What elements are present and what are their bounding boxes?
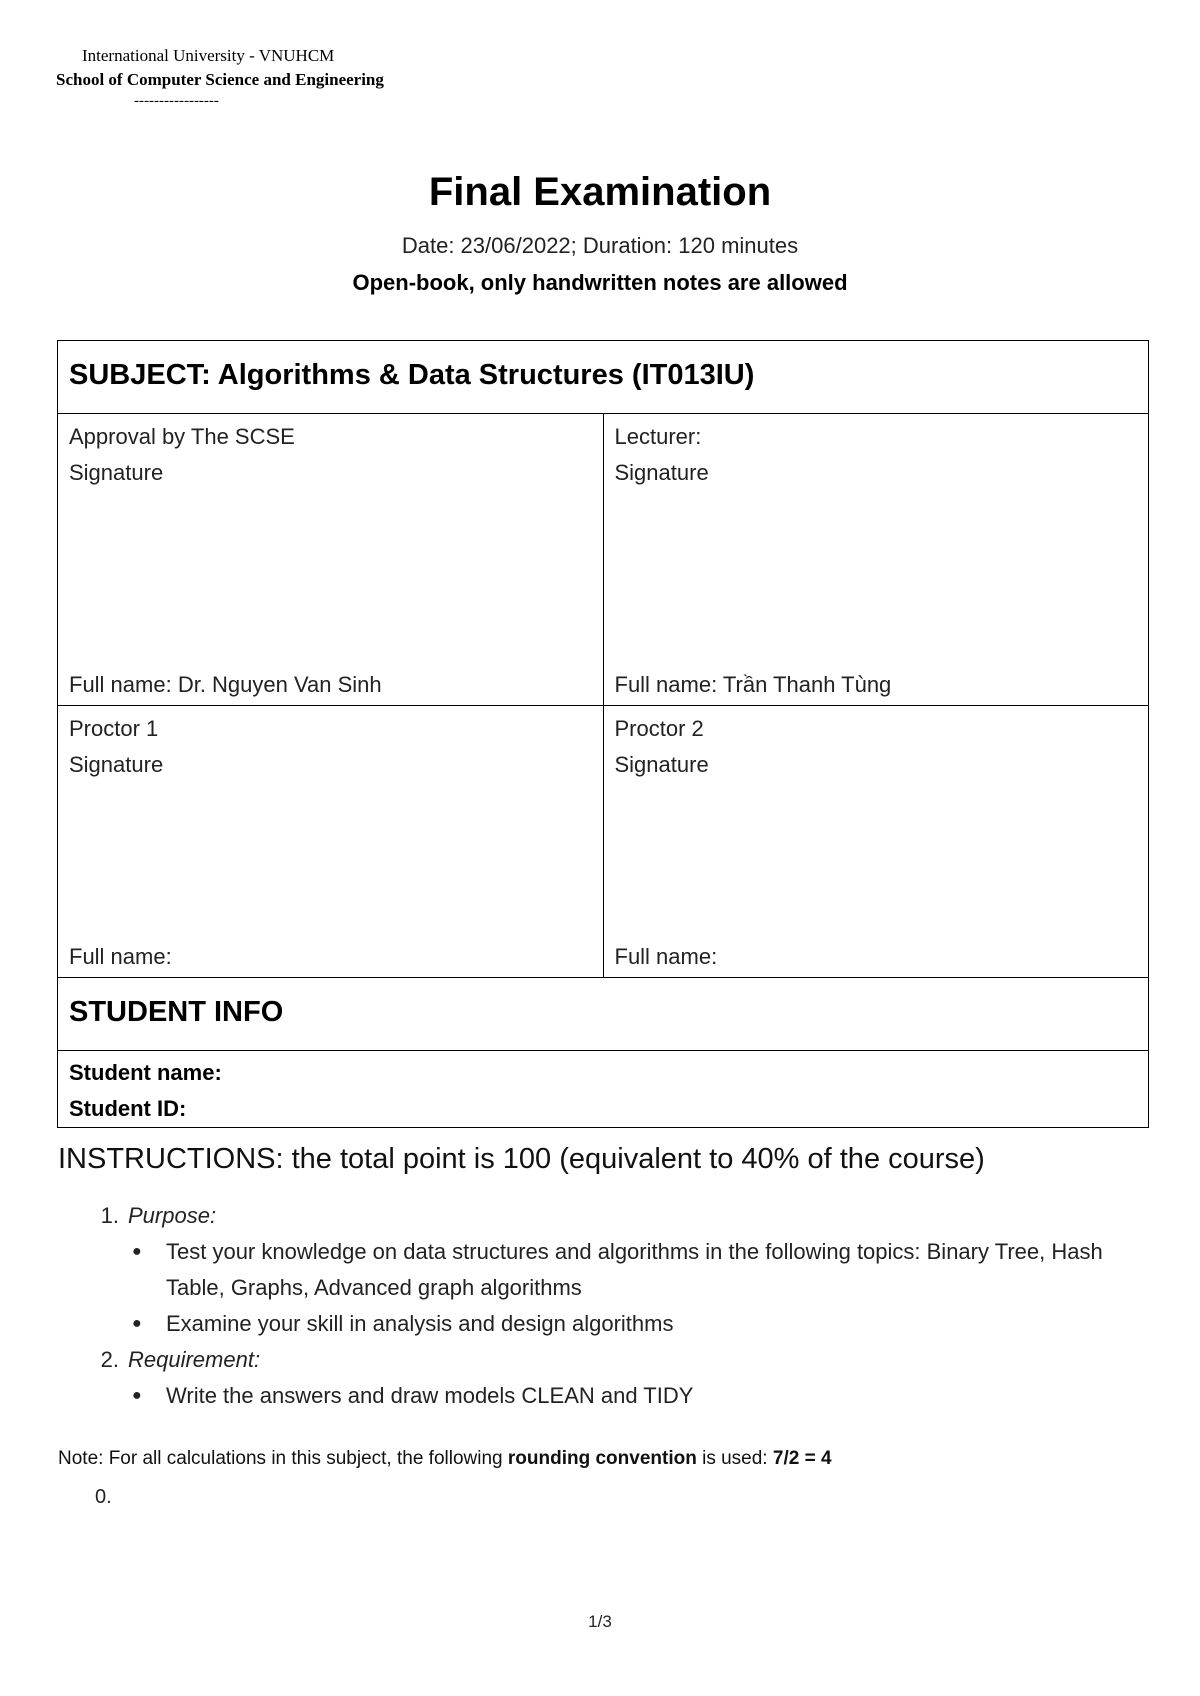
institution-header [56, 44, 476, 110]
proctor1-signature-label: Signature [69, 752, 164, 777]
proctor2-signature-label: Signature [614, 752, 709, 777]
bullet-text: Test your knowledge on data structures and algorithms in the following topics: Binary Tree, Hash Table, Graphs, Advanced graph algorithms [166, 1239, 1103, 1300]
instructions-heading: INSTRUCTIONS: the total point is 100 (equivalent to 40% of the course) [58, 1143, 985, 1175]
exam-title: Final Examination [428, 170, 772, 214]
bullet-text: Examine your skill in analysis and design algorithms [166, 1311, 674, 1336]
proctor2-cell [603, 706, 1149, 978]
lecturer-full-name: Full name: Trần Thanh Tùng [614, 672, 892, 697]
bullet-text: Write the answers and draw models CLEAN and TIDY [166, 1383, 694, 1408]
university-name: International University - VNUHCM [82, 46, 335, 65]
instructions-list [58, 1198, 1158, 1414]
trailing-list-item: 0. [95, 1486, 112, 1508]
student-name-label: Student name: [69, 1060, 222, 1085]
bullet-icon: ● [132, 1387, 142, 1404]
proctor1-role: Proctor 1 [69, 716, 159, 741]
school-name: School of Computer Science and Engineering [56, 70, 384, 89]
proctor1-full-name: Full name: [69, 944, 172, 969]
bullet-icon: ● [132, 1243, 142, 1260]
rounding-note [58, 1448, 832, 1470]
list-bullet [58, 1378, 1158, 1414]
list-item [58, 1342, 1158, 1378]
proctor1-cell [58, 706, 604, 978]
note-rule: 7/2 = 4 [772, 1448, 832, 1469]
exam-info-table [57, 340, 1149, 1128]
note-middle: is used: [696, 1448, 773, 1469]
note-emphasis: rounding convention [507, 1448, 697, 1469]
list-item-title: Requirement: [128, 1347, 261, 1372]
list-item-title: Purpose: [128, 1203, 217, 1228]
list-bullet [58, 1234, 1158, 1306]
approval-signature-label: Signature [69, 460, 164, 485]
approval-role: Approval by The SCSE [69, 424, 295, 449]
approval-full-name: Full name: Dr. Nguyen Van Sinh [69, 672, 382, 697]
list-item-number: 1. [100, 1203, 119, 1228]
bullet-icon: ● [132, 1315, 142, 1332]
lecturer-signature-label: Signature [614, 460, 709, 485]
header-separator: ----------------- [134, 93, 219, 109]
student-info-cell [58, 1051, 1149, 1128]
lecturer-role: Lecturer: [614, 424, 702, 449]
approval-cell [58, 414, 604, 706]
exam-date-duration: Date: 23/06/2022; Duration: 120 minutes [401, 233, 799, 258]
list-item-number: 2. [100, 1347, 119, 1372]
proctor2-full-name: Full name: [614, 944, 718, 969]
list-bullet [58, 1306, 1158, 1342]
page-number: 1/3 [588, 1612, 612, 1631]
lecturer-cell [603, 414, 1149, 706]
note-prefix: Note: For all calculations in this subject, the following [58, 1448, 508, 1469]
student-id-label: Student ID: [69, 1096, 187, 1121]
subject-heading: SUBJECT: Algorithms & Data Structures (IT013IU) [58, 341, 1149, 414]
list-item [58, 1198, 1158, 1234]
exam-mode: Open-book, only handwritten notes are allowed [352, 270, 848, 295]
student-info-heading: STUDENT INFO [58, 978, 1149, 1051]
proctor2-role: Proctor 2 [614, 716, 704, 741]
